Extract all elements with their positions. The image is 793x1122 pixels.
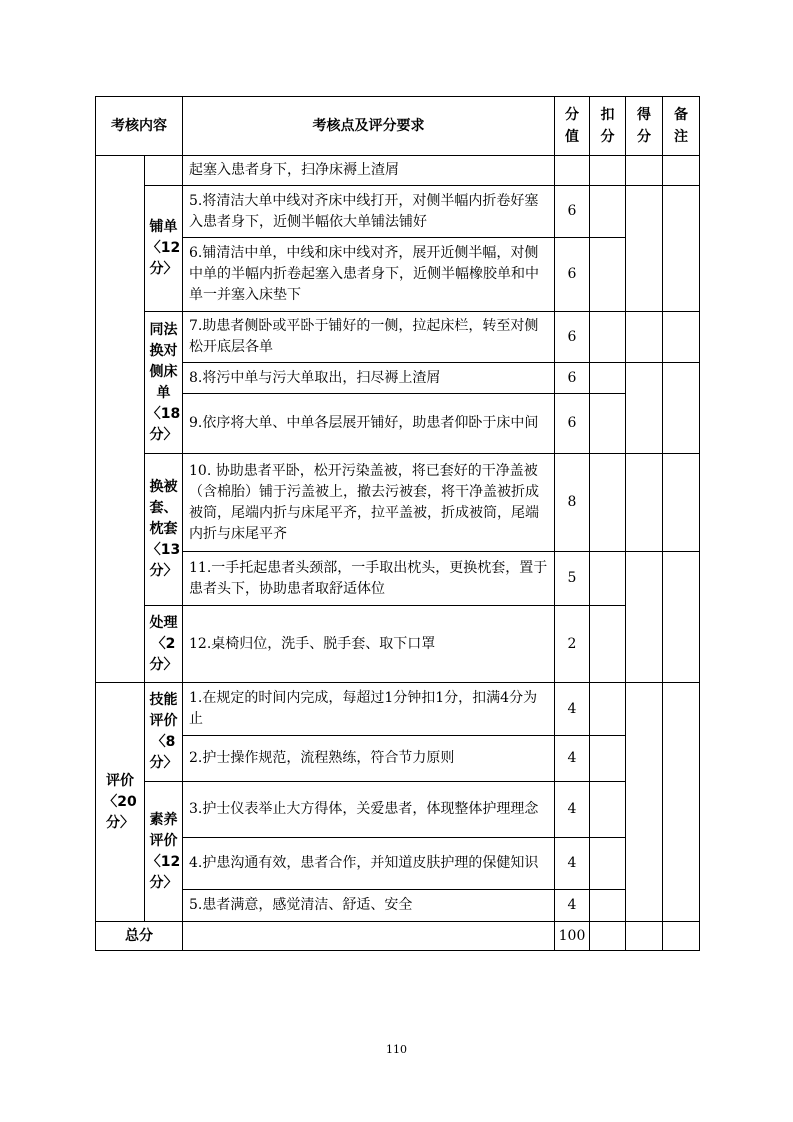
note-cell [663,156,700,186]
table-row [96,363,700,394]
table-row [96,312,700,363]
table-row [96,606,700,683]
table-row [96,238,700,312]
score-value: 4 [555,683,590,736]
got-cell [626,156,663,186]
deduct-cell [590,922,626,951]
table-row [96,394,700,454]
note-cell [663,683,700,922]
requirement-text: 10. 协助患者平卧，松开污染盖被，将已套好的干净盖被（含棉胎）铺于污盖被上，撤去污被套，将干净盖被折成被筒，尾端内折与床尾平齐，拉平盖被，折成被筒，尾端内折与床尾平齐 [183,454,555,552]
table-row [96,454,700,552]
requirement-text: 7.助患者侧卧或平卧于铺好的一侧，拉起床栏，转至对侧松开底层各单 [183,312,555,363]
deduct-cell [590,186,626,238]
deduct-cell [590,890,626,922]
got-cell [626,312,663,363]
category-procedure-blank [96,156,145,683]
score-value: 8 [555,454,590,552]
deduct-cell [590,363,626,394]
table-row [96,683,700,736]
total-score: 100 [555,922,590,951]
note-cell [663,186,700,312]
table-row [96,736,700,782]
category-continued-blank [145,156,183,186]
table-row [96,782,700,838]
score-value: 2 [555,606,590,683]
got-cell [626,552,663,683]
requirement-text: 1.在规定的时间内完成，每超过1分钟扣1分，扣满4分为止 [183,683,555,736]
note-cell [663,312,700,363]
score-value: 4 [555,890,590,922]
category-suyang: 素养 评价 〈12 分〉 [145,782,183,922]
page-number: 110 [386,1043,407,1056]
score-value: 4 [555,736,590,782]
header-content: 考核内容 [96,97,183,156]
deduct-cell [590,156,626,186]
requirement-text: 5.将清洁大单中线对齐床中线打开，对侧半幅内折卷好塞入患者身下，近侧半幅依大单铺法铺好 [183,186,555,238]
deduct-cell [590,238,626,312]
deduct-cell [590,552,626,606]
score-value: 6 [555,363,590,394]
scoring-table [95,96,700,951]
deduct-cell [590,394,626,454]
requirement-text: 8.将污中单与污大单取出，扫尽褥上渣屑 [183,363,555,394]
table-row [96,156,700,186]
requirement-text: 11.一手托起患者头颈部，一手取出枕头，更换枕套，置于患者头下，协助患者取舒适体位 [183,552,555,606]
note-cell [663,552,700,683]
table-row [96,186,700,238]
header-requirement: 考核点及评分要求 [183,97,555,156]
category-huanbei: 换被 套、 枕套 〈13 分〉 [145,454,183,606]
header-got: 得 分 [626,97,663,156]
score-value: 6 [555,186,590,238]
got-cell [626,363,663,454]
note-cell [663,454,700,552]
category-jineng: 技能 评价 〈8 分〉 [145,683,183,782]
requirement-text: 12.桌椅归位，洗手、脱手套、取下口罩 [183,606,555,683]
score-value: 4 [555,782,590,838]
deduct-cell [590,606,626,683]
note-cell [663,922,700,951]
score-value: 4 [555,838,590,890]
requirement-text: 6.铺清洁中单，中线和床中线对齐，展开近侧半幅，对侧中单的半幅内折卷起塞入患者身下，近侧半幅橡胶单和中单一并塞入床垫下 [183,238,555,312]
got-cell [626,186,663,312]
header-deduct: 扣 分 [590,97,626,156]
header-score-value: 分 值 [555,97,590,156]
header-note: 备 注 [663,97,700,156]
category-pingjia: 评价 〈20 分〉 [96,683,145,922]
score-value: 5 [555,552,590,606]
table-row [96,838,700,890]
category-chuli: 处理 〈2 分〉 [145,606,183,683]
requirement-text: 5.患者满意，感觉清洁、舒适、安全 [183,890,555,922]
table-row [96,552,700,606]
deduct-cell [590,454,626,552]
requirement-text: 2.护士操作规范，流程熟练，符合节力原则 [183,736,555,782]
note-cell [663,363,700,454]
total-row [96,922,700,951]
deduct-cell [590,782,626,838]
table-row [96,890,700,922]
score-value [555,156,590,186]
score-value: 6 [555,312,590,363]
deduct-cell [590,736,626,782]
score-value: 6 [555,394,590,454]
total-label: 总分 [96,922,183,951]
requirement-text: 9.依序将大单、中单各层展开铺好，助患者仰卧于床中间 [183,394,555,454]
got-cell [626,454,663,552]
category-pudan: 铺单 〈12 分〉 [145,186,183,312]
total-requirement-blank [183,922,555,951]
category-tongfa: 同法 换对 侧床 单 〈18 分〉 [145,312,183,454]
got-cell [626,922,663,951]
deduct-cell [590,838,626,890]
score-value: 6 [555,238,590,312]
requirement-text: 起塞入患者身下，扫净床褥上渣屑 [183,156,555,186]
got-cell [626,683,663,922]
deduct-cell [590,312,626,363]
deduct-cell [590,683,626,736]
requirement-text: 4.护患沟通有效，患者合作，并知道皮肤护理的保健知识 [183,838,555,890]
requirement-text: 3.护士仪表举止大方得体，关爱患者，体现整体护理理念 [183,782,555,838]
